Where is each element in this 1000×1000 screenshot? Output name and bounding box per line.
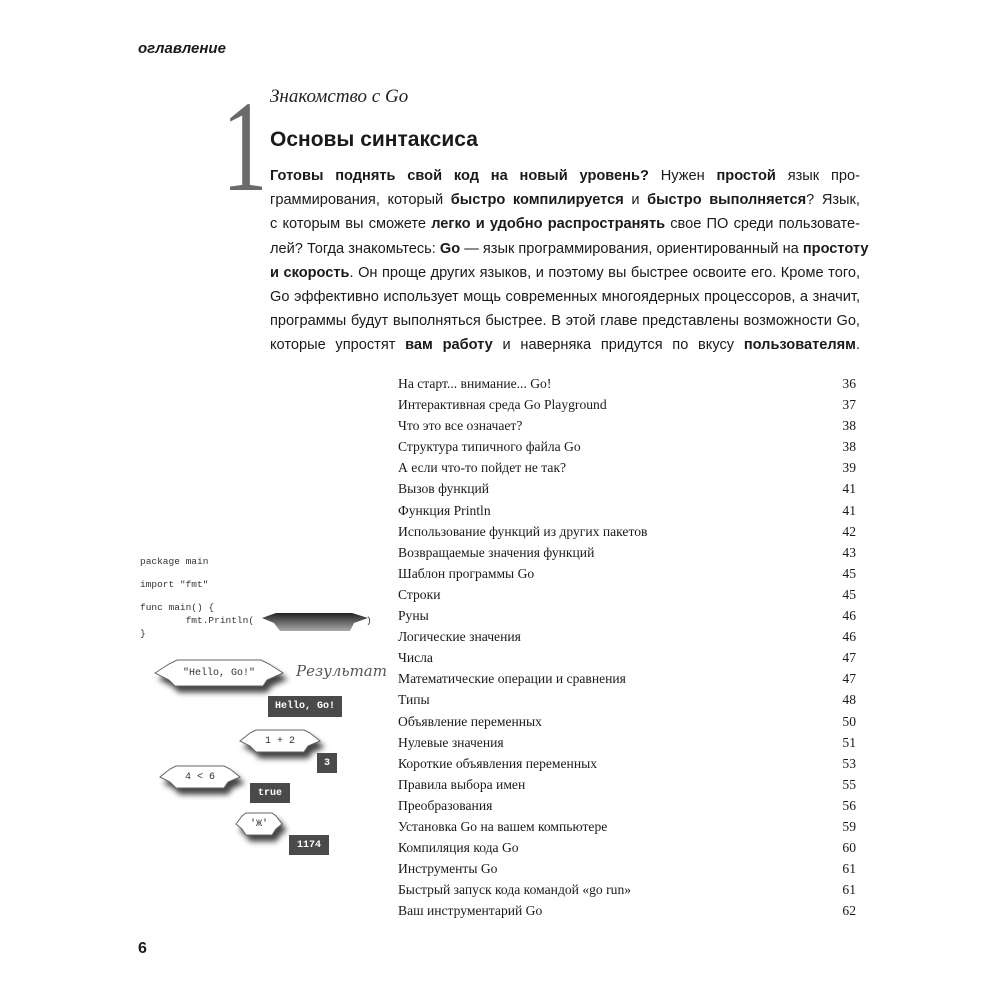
text: ? Язык, xyxy=(806,192,860,209)
intro-line xyxy=(270,212,860,236)
bold-text: вам работу xyxy=(405,337,493,354)
toc-entry-page: 36 xyxy=(842,376,856,391)
intro-line xyxy=(270,164,860,188)
result-note: Результат xyxy=(296,662,387,680)
toc-entry-title: Строки xyxy=(398,586,441,602)
code-line: import "fmt" xyxy=(140,579,209,590)
toc-entry[interactable] xyxy=(398,626,856,647)
text: язык про- xyxy=(775,168,860,184)
output-box: true xyxy=(250,783,290,803)
toc-entry-page: 59 xyxy=(842,818,856,834)
text: которые упростят xyxy=(270,337,406,354)
toc-entry[interactable] xyxy=(398,373,856,394)
code-line: ) xyxy=(366,615,372,626)
toc-entry[interactable] xyxy=(398,795,856,816)
chapter-title: Основы синтаксиса xyxy=(270,128,478,151)
text: лей? Тогда знакомьтесь: xyxy=(270,240,440,257)
toc-entry[interactable] xyxy=(398,457,856,478)
toc-entry-title: Установка Go на вашем компьютере xyxy=(398,818,608,834)
toc-entry-title: Ваш инструментарий Go xyxy=(398,903,543,919)
code-line: func main() { xyxy=(140,602,215,613)
toc-entry[interactable] xyxy=(398,436,856,457)
intro-line xyxy=(270,333,860,357)
text: Go эффективно использует мощь современных многоядерных процессоров, а значит, xyxy=(270,288,860,305)
toc-entry-title: Компиляция кода Go xyxy=(398,840,519,856)
intro-line xyxy=(270,261,860,285)
chapter-subtitle: Знакомство с Go xyxy=(270,86,409,107)
code-sample xyxy=(140,556,372,644)
code-line: package main xyxy=(140,556,209,567)
toc-entry-title: Использование функций из других пакетов xyxy=(398,523,648,539)
toc-entry[interactable] xyxy=(398,542,856,563)
toc-entry-page: 45 xyxy=(842,565,856,581)
toc-entry-title: Инструменты Go xyxy=(398,861,498,877)
toc-entry-title: Функция Println xyxy=(398,502,491,518)
toc-entry-title: Нулевые значения xyxy=(398,734,504,750)
toc-entry[interactable] xyxy=(398,500,856,521)
text: граммирования, который xyxy=(270,192,451,209)
text: и xyxy=(623,192,648,209)
toc-entry-page: 46 xyxy=(842,629,856,645)
bold-text: легко и удобно распространять xyxy=(431,216,666,233)
toc-entry-page: 46 xyxy=(842,608,856,624)
intro-line xyxy=(270,188,860,212)
toc-entry-page: 62 xyxy=(842,903,856,919)
toc-entry[interactable] xyxy=(398,774,856,795)
toc-entry[interactable] xyxy=(398,647,856,668)
toc-entry[interactable] xyxy=(398,478,856,499)
toc-entry-title: Объявление переменных xyxy=(398,713,542,729)
toc-entry-title: Математические операции и сравнения xyxy=(398,671,626,687)
chapter-intro xyxy=(270,164,869,358)
toc-entry-page: 55 xyxy=(842,776,856,792)
bold-text: и скорость xyxy=(270,264,350,281)
toc-entry-page: 53 xyxy=(842,755,856,771)
toc-entry[interactable] xyxy=(398,605,856,626)
toc-entry[interactable] xyxy=(398,394,856,415)
toc-entry[interactable] xyxy=(398,521,856,542)
intro-line xyxy=(270,285,860,309)
toc-entry-title: Возвращаемые значения функций xyxy=(398,544,595,560)
chapter-number: 1 xyxy=(222,75,268,219)
toc-entry-page: 47 xyxy=(842,650,856,666)
toc-entry-title: Логические значения xyxy=(398,629,521,645)
toc-entry-title: Быстрый запуск кода командой «go run» xyxy=(398,882,632,898)
text: Нужен xyxy=(648,168,717,184)
toc-entry-page: 45 xyxy=(842,586,856,602)
toc-entry[interactable] xyxy=(398,563,856,584)
output-box: Hello, Go! xyxy=(268,696,342,717)
input-cloud: "Hello, Go!" xyxy=(155,660,283,686)
toc-entry-page: 47 xyxy=(842,671,856,687)
text: — язык программирования, ориентированный на xyxy=(460,240,803,257)
toc-entry-title: На старт... внимание... Go! xyxy=(398,376,552,391)
toc-entry-title: Интерактивная среда Go Playground xyxy=(398,397,607,413)
bold-text: пользователям xyxy=(743,337,856,354)
bold-text: простой xyxy=(716,168,776,184)
text: . Он проще других языков, и поэтому вы быстрее освоите его. Кроме того, xyxy=(349,264,860,281)
toc-entry-page: 60 xyxy=(842,840,856,856)
toc-entry-page: 50 xyxy=(842,713,856,729)
intro-line xyxy=(270,309,860,333)
output-box: 1174 xyxy=(289,835,329,855)
toc-entry-title: Шаблон программы Go xyxy=(398,565,535,581)
toc-entry-page: 41 xyxy=(842,502,856,518)
toc-entry[interactable] xyxy=(398,732,856,753)
bold-text: простоту xyxy=(802,240,869,257)
toc-entry[interactable] xyxy=(398,415,856,436)
output-box: 3 xyxy=(317,753,337,773)
toc-entry-title: Что это все означает? xyxy=(398,418,523,434)
toc-entry-title: Типы xyxy=(398,692,430,708)
code-line: fmt.Println( xyxy=(140,615,255,626)
text: программы будут выполняться быстрее. В этой главе представлены возможности Go, xyxy=(270,313,860,330)
toc-entry-page: 43 xyxy=(842,544,856,560)
toc-entry[interactable] xyxy=(398,668,856,689)
running-header: оглавление xyxy=(138,40,226,57)
input-cloud: 1 + 2 xyxy=(240,730,320,752)
toc-list xyxy=(398,373,856,921)
input-cloud: 4 < 6 xyxy=(160,766,240,788)
toc-entry[interactable] xyxy=(398,837,856,858)
text: и наверняка придутся по вкусу xyxy=(492,337,744,354)
toc-entry[interactable] xyxy=(398,689,856,710)
page-number: 6 xyxy=(138,940,147,957)
toc-entry-page: 38 xyxy=(842,418,856,434)
toc-entry-title: Числа xyxy=(398,650,433,666)
toc-entry-title: А если что-то пойдет не так? xyxy=(398,460,567,476)
toc-entry-page: 48 xyxy=(842,692,856,708)
toc-entry-title: Руны xyxy=(398,608,429,624)
toc-entry-title: Правила выбора имен xyxy=(398,776,526,792)
text: свое ПО среди пользовате- xyxy=(665,216,860,233)
toc-entry-title: Вызов функций xyxy=(398,481,490,497)
toc-entry[interactable] xyxy=(398,858,856,879)
placeholder-cloud xyxy=(262,612,370,634)
toc-entry-page: 51 xyxy=(842,734,856,750)
toc-entry-page: 39 xyxy=(842,460,856,476)
toc-entry-title: Преобразования xyxy=(398,797,493,813)
toc-entry-page: 61 xyxy=(842,861,856,877)
text: с которым вы сможете xyxy=(270,216,432,233)
toc-entry[interactable] xyxy=(398,753,856,774)
bold-text: Готовы поднять свой код на новый уровень? xyxy=(270,168,649,184)
code-line: } xyxy=(140,628,146,639)
toc-entry[interactable] xyxy=(398,711,856,732)
toc-entry[interactable] xyxy=(398,816,856,837)
bold-text: быстро компилируется xyxy=(450,192,624,209)
toc-entry[interactable] xyxy=(398,879,856,900)
toc-entry-page: 41 xyxy=(842,481,856,497)
toc-entry-page: 56 xyxy=(842,797,856,813)
text: . xyxy=(855,337,861,354)
bold-text: Go xyxy=(439,240,461,257)
input-cloud: 'Ж' xyxy=(236,813,282,835)
bold-text: быстро выполняется xyxy=(647,192,807,209)
toc-entry-page: 38 xyxy=(842,439,856,455)
toc-entry-page: 42 xyxy=(842,523,856,539)
toc-entry[interactable] xyxy=(398,584,856,605)
toc-entry[interactable] xyxy=(398,900,856,921)
intro-line xyxy=(270,237,869,261)
toc-entry-title: Короткие объявления переменных xyxy=(398,755,598,771)
toc-entry-page: 37 xyxy=(842,397,856,413)
toc-entry-title: Структура типичного файла Go xyxy=(398,439,581,455)
toc-entry-page: 61 xyxy=(842,882,856,898)
